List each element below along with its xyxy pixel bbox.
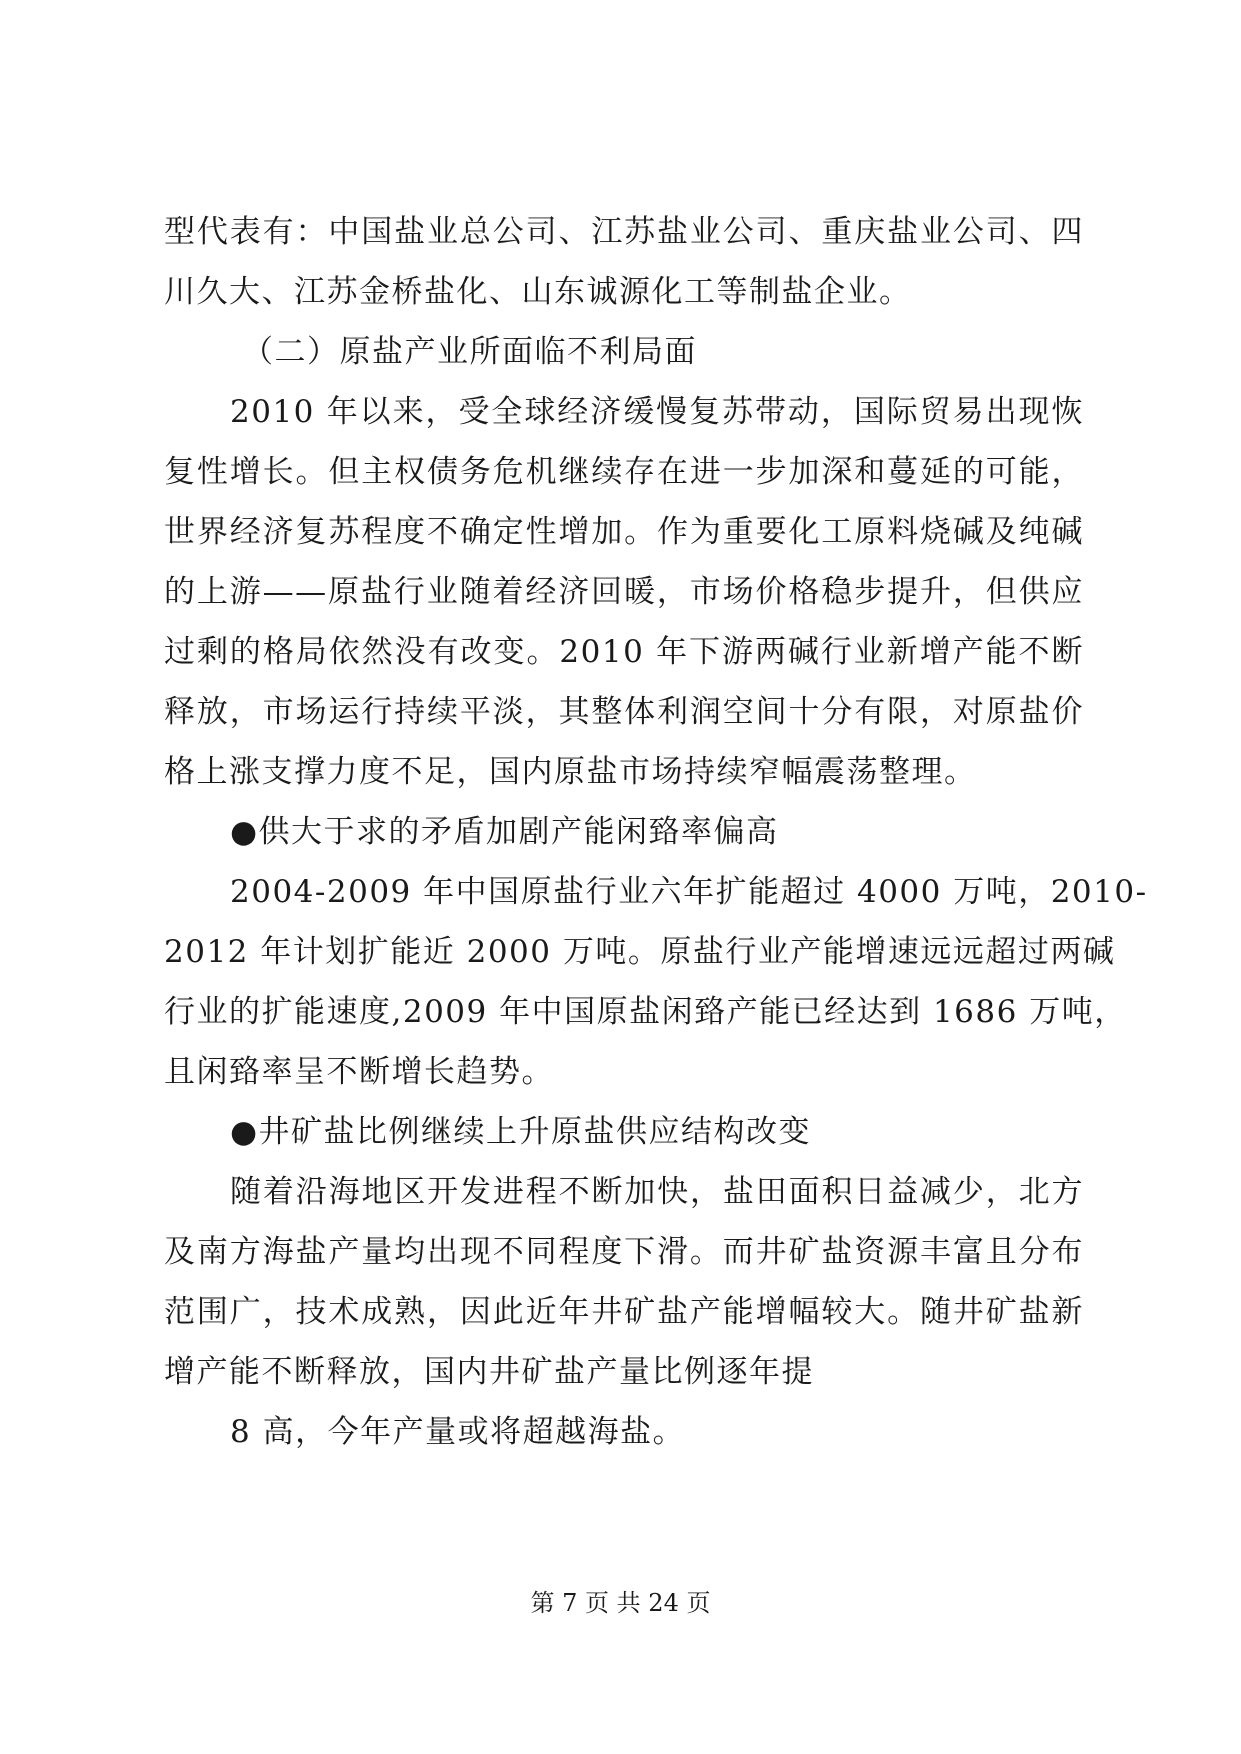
bullet-heading: ●井矿盐比例继续上升原盐供应结构改变 (230, 1114, 812, 1150)
page-number-label: 第 7 页 共 24 页 (530, 1589, 711, 1617)
text-line: 范围广，技术成熟，因此近年井矿盐产能增幅较大。随井矿盐新 (164, 1294, 1084, 1330)
paragraph-first-line: 2010 年以来，受全球经济缓慢复苏带动，国际贸易出现恢 (230, 394, 1084, 430)
text-line: 释放，市场运行持续平淡，其整体利润空间十分有限，对原盐价 (164, 694, 1084, 730)
text-line: 且闲臵率呈不断增长趋势。 (164, 1054, 554, 1090)
page-number-footer (0, 1588, 1241, 1618)
text-line: 世界经济复苏程度不确定性增加。作为重要化工原料烧碱及纯碱 (164, 514, 1084, 550)
bullet-heading: ●供大于求的矛盾加剧产能闲臵率偏高 (230, 814, 779, 850)
text-line: 8 高，今年产量或将超越海盐。 (230, 1414, 686, 1450)
section-heading: （二）原盐产业所面临不利局面 (242, 334, 697, 370)
text-line: 增产能不断释放，国内井矿盐产量比例逐年提 (164, 1354, 814, 1390)
paragraph-first-line: 随着沿海地区开发进程不断加快，盐田面积日益减少，北方 (230, 1174, 1084, 1210)
text-line: 川久大、江苏金桥盐化、山东诚源化工等制盐企业。 (164, 274, 912, 310)
text-line: 复性增长。但主权债务危机继续存在进一步加深和蔓延的可能， (164, 454, 1084, 490)
paragraph-first-line: 2004-2009 年中国原盐行业六年扩能超过 4000 万吨，2010- (230, 874, 1148, 910)
text-line: 型代表有：中国盐业总公司、江苏盐业公司、重庆盐业公司、四 (164, 214, 1084, 250)
text-line: 及南方海盐产量均出现不同程度下滑。而井矿盐资源丰富且分布 (164, 1234, 1084, 1270)
text-line: 行业的扩能速度,2009 年中国原盐闲臵产能已经达到 1686 万吨， (164, 994, 1127, 1030)
text-line: 2012 年计划扩能近 2000 万吨。原盐行业产能增速远远超过两碱 (164, 934, 1116, 970)
text-line: 过剩的格局依然没有改变。2010 年下游两碱行业新增产能不断 (164, 634, 1084, 670)
text-line: 的上游——原盐行业随着经济回暖，市场价格稳步提升，但供应 (164, 574, 1084, 610)
text-line: 格上涨支撑力度不足，国内原盐市场持续窄幅震荡整理。 (164, 754, 977, 790)
